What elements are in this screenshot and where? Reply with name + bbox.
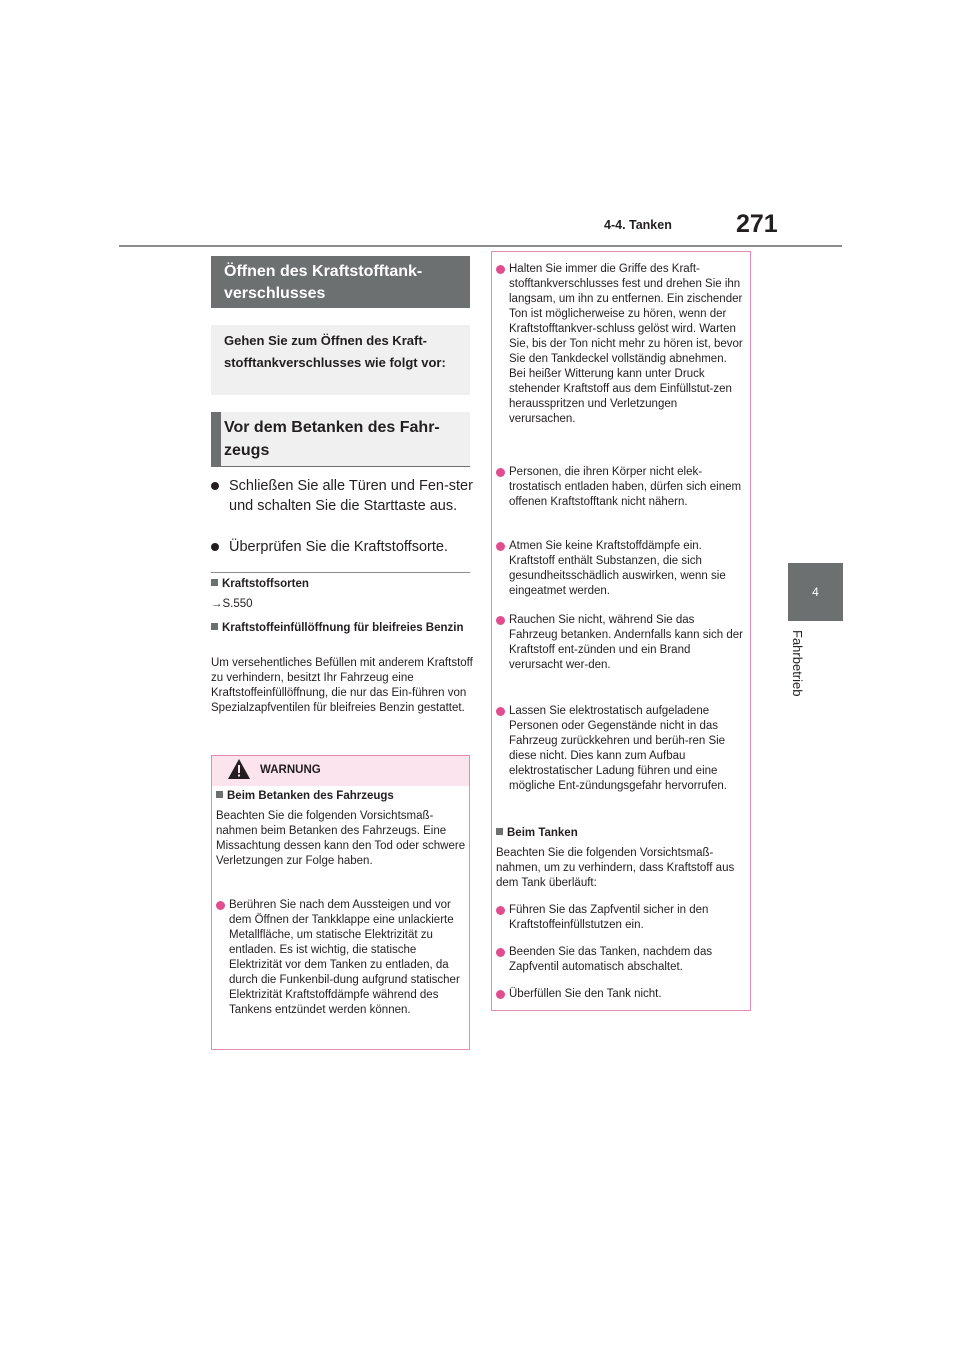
warning-subheading: Beim Betanken des Fahrzeugs [216,789,466,804]
bullet-dot-icon [496,990,505,999]
list-item: Rauchen Sie nicht, während Sie das Fahrzeug betanken. Andernfalls kann sich der Kraftstoff ent-zünden und ein Brand verursacht wer-den. [496,613,746,673]
section-title: 4-4. Tanken [604,218,672,232]
bullet-dot-icon [496,542,505,551]
list-item: Überprüfen Sie die Kraftstoffsorte. [211,537,473,557]
bullet-dot-icon [496,906,505,915]
divider [211,572,470,573]
subheading-unleaded-filler: Kraftstoffeinfüllöffnung für bleifreies Benzin [211,621,471,636]
bullet-dot-icon [496,948,505,957]
list-item: Atmen Sie keine Kraftstoffdämpfe ein. Kraftstoff enthält Substanzen, die sich gesundheitsschädlich auswirken, wenn sie eingeatmet werden. [496,539,746,599]
header-divider [119,245,842,247]
list-item: Schließen Sie alle Türen und Fen-ster und schalten Sie die Starttaste aus. [211,476,473,516]
page-number: 271 [736,210,778,238]
square-bullet-icon [211,623,218,630]
list-item: Halten Sie immer die Griffe des Kraft-stofftankverschlusses fest und drehen Sie ihn langsam, um ihn zu entfernen. Ein zischender Ton ist möglicherweise zu hören, wenn der Kraftstofftankver-schluss gelöst wird. Warten Sie, bis der Ton nicht mehr zu hören ist, bevor Sie den Tankdeckel vollständig abnehmen. Bei heißer Witterung kann unter Druck stehender Kraftstoff aus dem Einfüllstut-zen herausspritzen und Verletzungen verursachen. [496,262,746,427]
chapter-number: 4 [812,585,819,599]
list-item: Berühren Sie nach dem Aussteigen und vor dem Öffnen der Tankklappe eine unlackierte Metallfläche, um statische Elektrizität zu entladen. Es ist wichtig, die statische Elektrizität vor dem Tanken zu entladen, da durch die Funkenbil-dung aufgrund statischer Elektrizität Kraftstoffdämpfe während des Tankens entzündet werden können. [216,898,466,1018]
heading-open-fuel-cap: Öffnen des Kraftstofftank-verschlusses [224,263,423,302]
bullet-dot-icon [496,265,505,274]
intro-text: Gehen Sie zum Öffnen des Kraft-stofftankverschlusses wie folgt vor: [224,333,446,370]
warning-body: Beachten Sie die folgenden Vorsichtsmaß-nahmen beim Betanken des Fahrzeugs. Eine Missachtung dessen kann den Tod oder schwere Verletzungen zur Folge haben. [216,810,466,867]
list-item: Überfüllen Sie den Tank nicht. [496,987,746,1002]
subheading-fuel-types: Kraftstoffsorten [211,577,471,592]
bullet-dot-icon [216,901,225,910]
subheading-refueling: Beim Tanken [496,826,746,841]
square-bullet-icon [216,791,223,798]
square-bullet-icon [496,828,503,835]
bullet-dot-icon [211,482,219,490]
heading-accent-bar [211,412,221,467]
bullet-dot-icon [211,543,219,551]
warning-title: WARNUNG [260,764,321,776]
list-item: Personen, die ihren Körper nicht elek-trostatisch entladen haben, dürfen sich einem offenen Kraftstofftank nicht nähern. [496,465,746,510]
list-item: Lassen Sie elektrostatisch aufgeladene Personen oder Gegenstände nicht in das Fahrzeug zurückkehren und berüh-ren Sie diese nicht. Dies kann zum Aufbau elektrostatischer Ladung führen und eine mögliche Ent-zündungsgefahr hervorrufen. [496,704,746,794]
unleaded-filler-text: Um versehentliches Befüllen mit anderem Kraftstoff zu verhindern, besitzt Ihr Fahrzeug eine Kraftstoffeinfüllöffnung, die nur das Ein-führen von Spezialzapfventilen für bleifreies Benzin gestattet. [211,657,473,714]
bullet-dot-icon [496,616,505,625]
list-item: Beenden Sie das Tanken, nachdem das Zapfventil automatisch abschaltet. [496,945,746,975]
list-item: Führen Sie das Zapfventil sicher in den Kraftstoffeinfüllstutzen ein. [496,903,746,933]
heading-before-refueling: Vor dem Betanken des Fahr-zeugs [224,419,440,459]
warning-triangle-icon [227,758,251,780]
bullet-dot-icon [496,707,505,716]
refueling-body: Beachten Sie die folgenden Vorsichtsmaß-nahmen, um zu verhindern, dass Kraftstoff aus dem Tank überläuft: [496,847,735,889]
chapter-label: Fahrbetrieb [790,630,805,697]
page-reference[interactable]: →S.550 [211,598,253,610]
square-bullet-icon [211,579,218,586]
bullet-dot-icon [496,468,505,477]
